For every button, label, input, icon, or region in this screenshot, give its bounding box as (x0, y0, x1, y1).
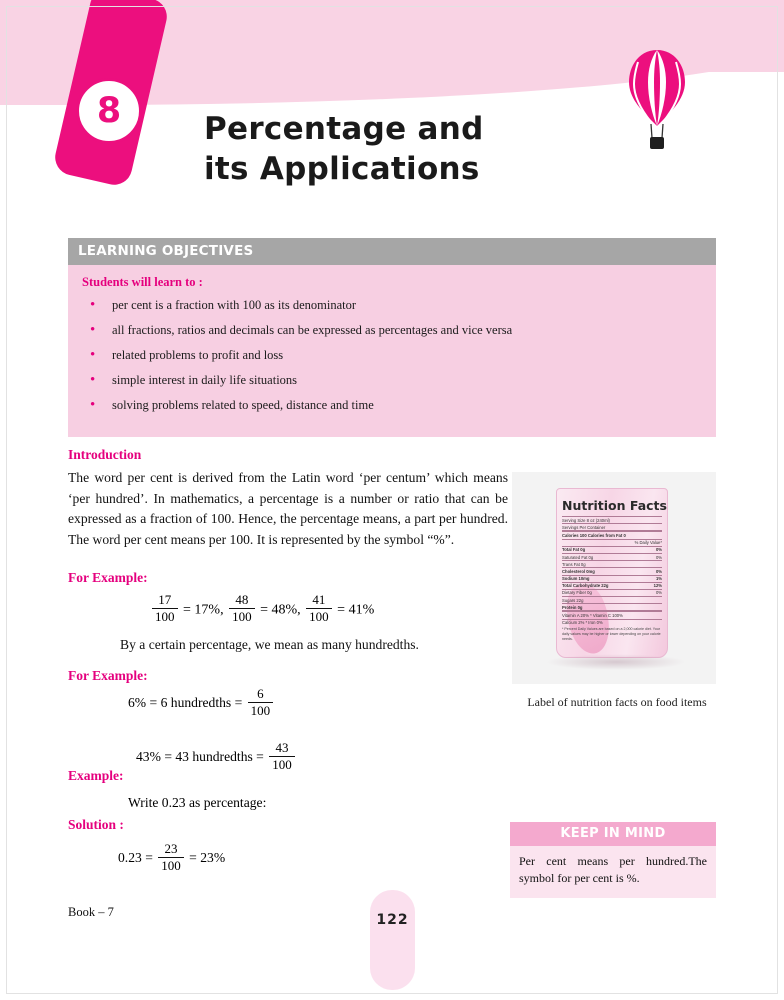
row-value: 0% (655, 590, 662, 596)
chapter-number: 8 (96, 90, 122, 131)
fraction-numerator: 43 (275, 740, 289, 755)
row-label: Cholesterol 0mg (562, 568, 595, 574)
example3-question: Write 0.23 as percentage: (128, 795, 267, 810)
introduction-paragraph: The word per cent is derived from the Latin word ‘per centum’ which means ‘per hundred’. In mathematics, a percentage is a number or ratio that can be expressed as a fraction of 100. Hence, the percentage means, a part per hundred. The word per cent means per 100. It is represented by the symbol “%”. (68, 470, 508, 547)
nutrition-vitamins (562, 610, 662, 618)
row-label: Saturated Fat 0g (562, 554, 594, 560)
list-item: • per cent is a fraction with 100 as its denominator (82, 298, 702, 313)
nutrition-vitamins-text: Vitamin A 20% * Vitamin C 100% (562, 613, 623, 619)
figure-caption: Label of nutrition facts on food items (527, 695, 707, 709)
row-label: Sodium 10mg (562, 576, 590, 582)
example2-line2-text: 43% = 43 hundredths = (136, 749, 264, 765)
fraction-denominator: 100 (152, 608, 178, 625)
introduction-heading: Introduction (68, 447, 142, 462)
example1-note: By a certain percentage, we mean as many hundredths. (120, 637, 419, 652)
row-value: 0% (655, 568, 662, 574)
keep-in-mind-text: Per cent means per hundred.The symbol for per cent is %. (510, 846, 716, 898)
list-item: • all fractions, ratios and decimals can be expressed as percentages and vice versa (82, 323, 702, 338)
hot-air-balloon-icon (625, 48, 689, 154)
fraction (306, 593, 332, 625)
nutrition-facts-label (562, 516, 662, 641)
nutrition-serving (562, 516, 662, 523)
nutrition-serving-text: Serving Size 8 oz (240ml) (562, 517, 610, 523)
nutrition-footnote: * Percent Daily Values are based on a 2,000 calorie diet. Your daily values may be higher or lower depending on your calorie needs. (562, 626, 661, 641)
nutrition-minerals-text: Calcium 2% * Iron 0% (562, 620, 603, 626)
row-label: Sugars 22g (562, 597, 584, 603)
example1-fractions: $\frac{17}{100}$ = 17%, $\frac{48}{100}$ = 48%, $\frac{41}{100}$ = 41% (150, 594, 374, 626)
example1-result-3: 41% (348, 602, 375, 618)
row-label: Total Fat 0g (562, 547, 586, 553)
nutrition-calories (562, 530, 662, 538)
learning-objectives-subtitle: Students will learn to : (82, 275, 203, 289)
example1-result-1: 17% (194, 602, 221, 618)
row-label: Protein 0g (562, 604, 583, 610)
fraction (248, 687, 274, 719)
table-row (562, 582, 662, 589)
list-item: • solving problems related to speed, distance and time (82, 398, 702, 413)
fraction-numerator: 6 (257, 686, 264, 701)
learning-objectives-body (68, 265, 716, 437)
row-value: 1% (655, 576, 662, 582)
keep-in-mind-header: KEEP IN MIND (510, 822, 716, 846)
chapter-title-line-1: Percentage and (204, 111, 484, 147)
page-number: 122 (376, 912, 409, 928)
fraction-numerator: 48 (235, 592, 249, 607)
fraction-denominator: 100 (269, 756, 295, 773)
table-row (562, 560, 662, 567)
row-value: 12% (653, 583, 662, 589)
book-label: Book – 7 (68, 905, 114, 919)
fraction-denominator: 100 (306, 608, 332, 625)
fraction-numerator: 17 (158, 592, 172, 607)
glass-shadow (546, 654, 686, 670)
row-label: Trans Fat 0g (562, 561, 586, 567)
nutrition-dv-text: % Daily Value* (634, 540, 662, 546)
example3-solution-right: = 23% (189, 850, 226, 866)
fraction-denominator: 100 (248, 702, 274, 719)
nutrition-minerals (562, 619, 662, 626)
fraction-denominator: 100 (229, 608, 255, 625)
nutrition-calories-text: Calories 100 Calories from Fat 0 (562, 532, 626, 538)
nutrition-facts-image (512, 472, 716, 684)
table-row (562, 575, 662, 582)
page-number-pill (370, 890, 415, 990)
table-row (562, 589, 662, 596)
table-row (562, 567, 662, 574)
fraction (229, 593, 255, 625)
keep-in-mind-box (510, 822, 716, 898)
nutrition-per-container (562, 523, 662, 530)
row-label: Dietary Fiber 0g (562, 590, 592, 596)
learning-objectives-section (68, 238, 716, 437)
table-row (562, 603, 662, 610)
list-item: • simple interest in daily life situations (82, 373, 702, 388)
row-value: 0% (655, 547, 662, 553)
example2-line-1 (128, 688, 275, 720)
page-title (204, 110, 624, 189)
fraction (152, 593, 178, 625)
for-example-heading-2: For Example: (68, 668, 148, 683)
solution-heading: Solution : (68, 817, 124, 832)
fraction (158, 842, 184, 874)
nutrition-facts-title: Nutrition Facts (562, 498, 667, 513)
example2-line1-text: 6% = 6 hundredths = (128, 695, 243, 711)
for-example-heading-1: For Example: (68, 570, 148, 585)
table-row (562, 546, 662, 553)
chapter-number-badge (76, 78, 142, 144)
nutrition-dv-note (562, 539, 662, 546)
learning-objectives-list (82, 298, 702, 413)
example-heading-3: Example: (68, 768, 124, 783)
list-item: • related problems to profit and loss (82, 348, 702, 363)
example3-solution (118, 843, 225, 875)
table-row (562, 596, 662, 603)
fraction (269, 741, 295, 773)
example2-line-2 (136, 742, 297, 774)
nutrition-per-container-text: Servings Per Container (562, 524, 606, 530)
example1-result-2: 48% (271, 602, 298, 618)
fraction-denominator: 100 (158, 857, 184, 874)
example3-solution-left: 0.23 = (118, 850, 153, 866)
fraction-numerator: 23 (164, 841, 178, 856)
learning-objectives-header: LEARNING OBJECTIVES (68, 238, 716, 265)
fraction-numerator: 41 (312, 592, 326, 607)
chapter-title-line-2: its Applications (204, 150, 480, 187)
row-label: Total Carbohydrate 22g (562, 583, 609, 589)
table-row (562, 553, 662, 560)
row-value: 0% (655, 554, 662, 560)
